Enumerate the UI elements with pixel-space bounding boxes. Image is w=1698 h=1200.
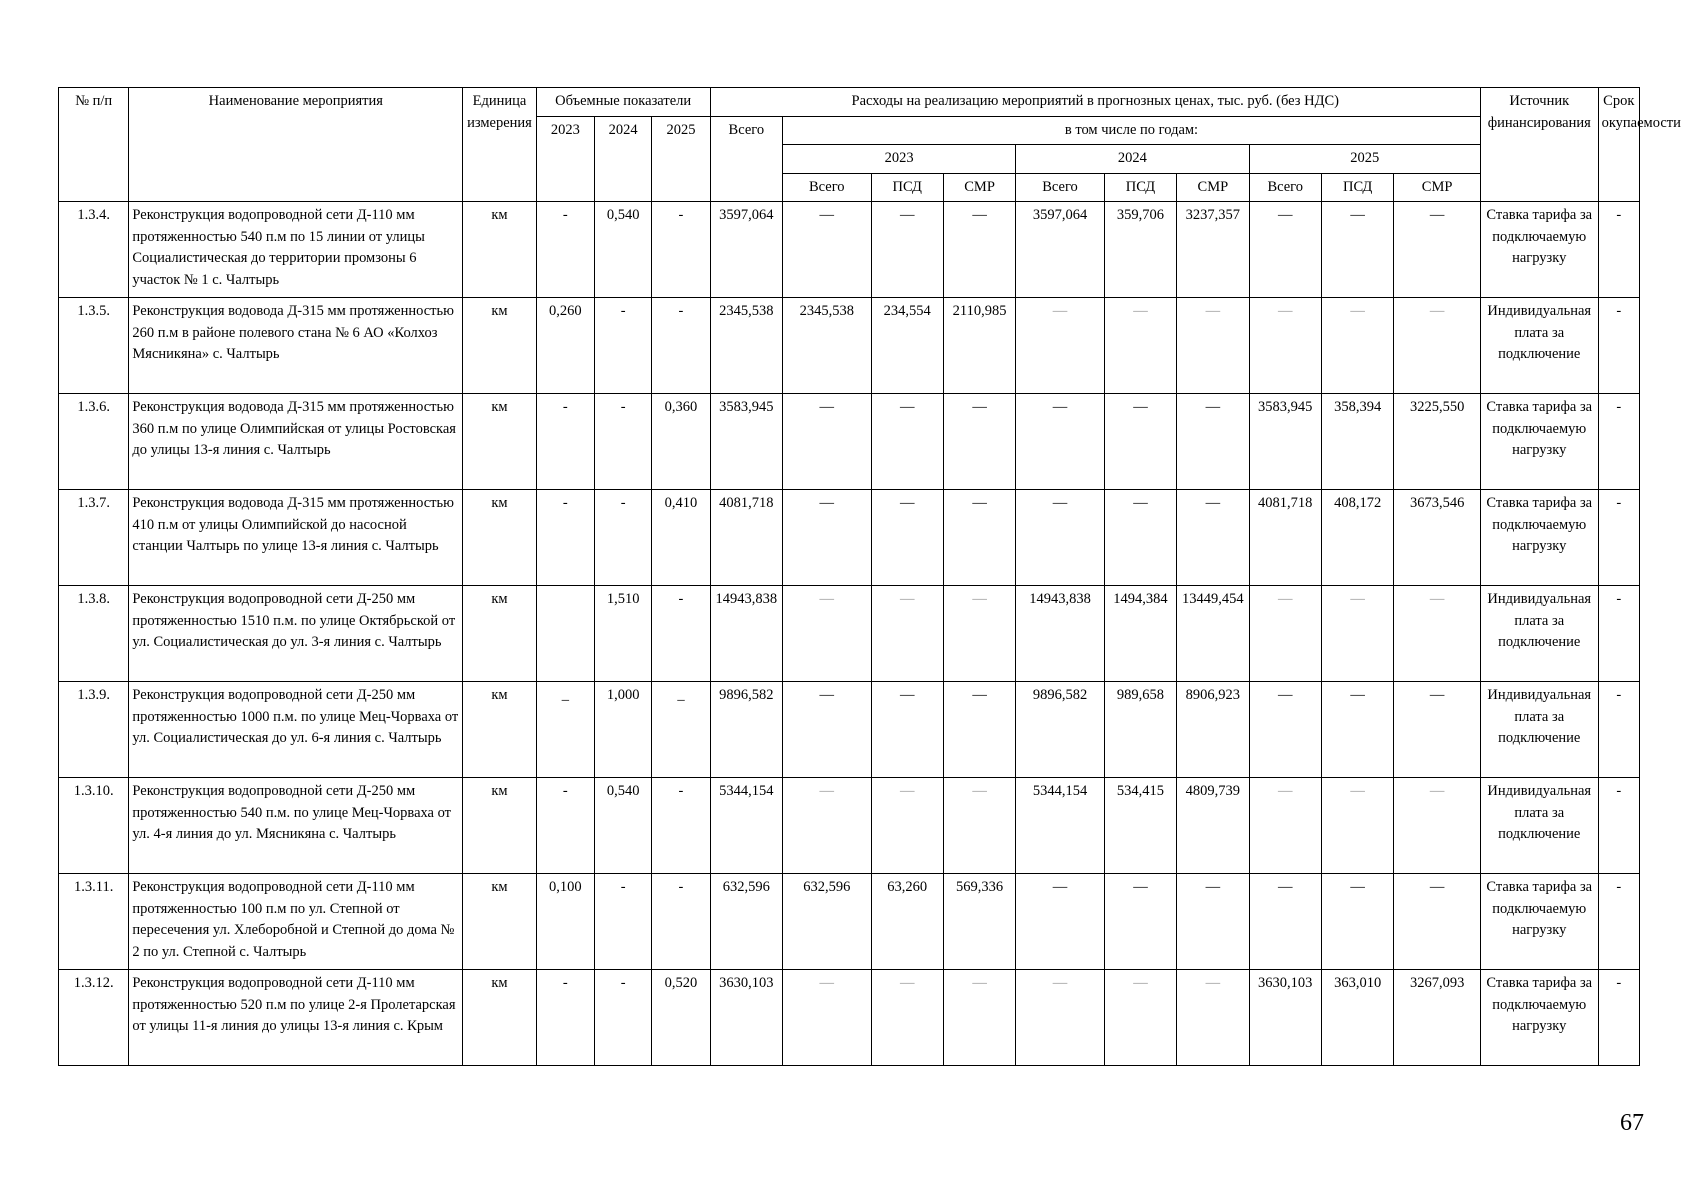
cost-y25-psd: — [1321, 874, 1393, 970]
cost-y25-smr: — [1394, 778, 1481, 874]
row-payback: - [1598, 874, 1639, 970]
cost-y23-total: — [783, 682, 871, 778]
cost-y23-psd: — [871, 778, 943, 874]
cost-y24-total: — [1016, 970, 1104, 1066]
cost-y23-total: — [783, 490, 871, 586]
cost-y25-psd: — [1321, 586, 1393, 682]
cost-y24-psd: 989,658 [1104, 682, 1176, 778]
cost-y25-psd: — [1321, 298, 1393, 394]
cost-y24-total: — [1016, 490, 1104, 586]
row-unit: км [463, 778, 536, 874]
header-sub-psd: ПСД [1104, 173, 1176, 202]
header-vol-2025: 2025 [652, 116, 710, 202]
row-total: 3597,064 [710, 202, 782, 298]
table-row [59, 778, 1640, 874]
header-source: Источник финансирования [1480, 88, 1598, 202]
cost-y24-smr: 4809,739 [1177, 778, 1249, 874]
row-number: 1.3.4. [59, 202, 129, 298]
cost-y25-psd: — [1321, 202, 1393, 298]
row-unit: км [463, 970, 536, 1066]
cost-y24-smr: 3237,357 [1177, 202, 1249, 298]
volume-2023: - [536, 970, 594, 1066]
row-unit: км [463, 874, 536, 970]
header-vol-2023: 2023 [536, 116, 594, 202]
cost-y24-total: — [1016, 394, 1104, 490]
volume-2025: - [652, 202, 710, 298]
row-number: 1.3.8. [59, 586, 129, 682]
row-name: Реконструкция водовода Д-315 мм протяженностью 260 п.м в районе полевого стана № 6 АО «Колхоз Мясникяна» с. Чалтырь [129, 298, 463, 394]
cost-y25-smr: 3267,093 [1394, 970, 1481, 1066]
table-row [59, 298, 1640, 394]
row-name: Реконструкция водопроводной сети Д-110 мм протяженностью 520 п.м по улице 2-я Пролетарская от улицы 11-я линия до улицы 13-я линия с. Крым [129, 970, 463, 1066]
cost-y23-total: — [783, 970, 871, 1066]
cost-y25-smr: — [1394, 682, 1481, 778]
table-row [59, 586, 1640, 682]
row-number: 1.3.9. [59, 682, 129, 778]
volume-2023: 0,100 [536, 874, 594, 970]
cost-y24-smr: — [1177, 298, 1249, 394]
row-payback: - [1598, 586, 1639, 682]
cost-y24-total: 5344,154 [1016, 778, 1104, 874]
table-row [59, 970, 1640, 1066]
row-total: 9896,582 [710, 682, 782, 778]
cost-y24-psd: 1494,384 [1104, 586, 1176, 682]
table-row [59, 202, 1640, 298]
row-total: 2345,538 [710, 298, 782, 394]
row-total: 4081,718 [710, 490, 782, 586]
row-payback: - [1598, 682, 1639, 778]
cost-y24-total: 14943,838 [1016, 586, 1104, 682]
cost-y24-total: 3597,064 [1016, 202, 1104, 298]
row-number: 1.3.12. [59, 970, 129, 1066]
row-payback: - [1598, 970, 1639, 1066]
volume-2024: 0,540 [594, 778, 651, 874]
volume-2024: 0,540 [594, 202, 651, 298]
cost-y25-total: — [1249, 682, 1321, 778]
table-body [59, 202, 1640, 1066]
cost-y24-smr: 8906,923 [1177, 682, 1249, 778]
header-year-2025: 2025 [1249, 145, 1480, 174]
row-unit: км [463, 394, 536, 490]
cost-y24-smr: 13449,454 [1177, 586, 1249, 682]
volume-2025: 0,520 [652, 970, 710, 1066]
row-total: 632,596 [710, 874, 782, 970]
volume-2025: - [652, 298, 710, 394]
volume-2024: - [594, 970, 651, 1066]
cost-y23-smr: 2110,985 [943, 298, 1015, 394]
cost-y23-total: — [783, 778, 871, 874]
cost-y23-smr: — [943, 682, 1015, 778]
row-name: Реконструкция водовода Д-315 мм протяженностью 360 п.м по улице Олимпийская от улицы Ростовская до улицы 13-я линия с. Чалтырь [129, 394, 463, 490]
row-payback: - [1598, 490, 1639, 586]
table-row [59, 874, 1640, 970]
volume-2024: 1,000 [594, 682, 651, 778]
cost-y23-total: — [783, 202, 871, 298]
cost-y25-psd: 363,010 [1321, 970, 1393, 1066]
volume-2025: 0,410 [652, 490, 710, 586]
cost-y24-total: — [1016, 298, 1104, 394]
header-sub-smr: СМР [1394, 173, 1481, 202]
row-payback: - [1598, 202, 1639, 298]
row-total: 14943,838 [710, 586, 782, 682]
header-total: Всего [710, 116, 782, 202]
cost-y24-psd: 534,415 [1104, 778, 1176, 874]
volume-2024: - [594, 298, 651, 394]
volume-2024: - [594, 394, 651, 490]
header-vol-2024: 2024 [594, 116, 651, 202]
cost-y23-smr: 569,336 [943, 874, 1015, 970]
volume-2025: _ [652, 682, 710, 778]
header-sub-total: Всего [1249, 173, 1321, 202]
table-row [59, 490, 1640, 586]
header-sub-total: Всего [783, 173, 871, 202]
volume-2025: - [652, 778, 710, 874]
cost-y25-total: 4081,718 [1249, 490, 1321, 586]
cost-y23-psd: — [871, 682, 943, 778]
cost-y25-psd: — [1321, 682, 1393, 778]
cost-y25-total: — [1249, 586, 1321, 682]
cost-y23-psd: — [871, 970, 943, 1066]
cost-y25-total: 3583,945 [1249, 394, 1321, 490]
cost-y23-psd: 63,260 [871, 874, 943, 970]
cost-y24-smr: — [1177, 874, 1249, 970]
row-source: Ставка тарифа за подключаемую нагрузку [1480, 874, 1598, 970]
row-source: Ставка тарифа за подключаемую нагрузку [1480, 202, 1598, 298]
row-number: 1.3.11. [59, 874, 129, 970]
cost-y25-total: 3630,103 [1249, 970, 1321, 1066]
row-payback: - [1598, 394, 1639, 490]
page-number: 67 [1620, 1110, 1644, 1136]
header-year-2024: 2024 [1016, 145, 1249, 174]
row-name: Реконструкция водопроводной сети Д-250 мм протяженностью 1510 п.м. по улице Октябрьской от ул. Социалистическая до ул. 3-я линия с. Чалтырь [129, 586, 463, 682]
row-source: Индивидуальная плата за подключение [1480, 778, 1598, 874]
cost-y25-total: — [1249, 874, 1321, 970]
row-number: 1.3.6. [59, 394, 129, 490]
row-number: 1.3.7. [59, 490, 129, 586]
cost-y25-smr: 3225,550 [1394, 394, 1481, 490]
header-num: № п/п [59, 88, 129, 202]
cost-y25-smr: — [1394, 874, 1481, 970]
row-unit: км [463, 202, 536, 298]
volume-2023 [536, 586, 594, 682]
row-payback: - [1598, 778, 1639, 874]
row-unit: км [463, 298, 536, 394]
cost-y24-psd: — [1104, 874, 1176, 970]
cost-y23-total: — [783, 394, 871, 490]
row-source: Ставка тарифа за подключаемую нагрузку [1480, 490, 1598, 586]
cost-y24-smr: — [1177, 394, 1249, 490]
row-total: 3630,103 [710, 970, 782, 1066]
cost-y23-psd: 234,554 [871, 298, 943, 394]
cost-y24-psd: — [1104, 298, 1176, 394]
header-sub-psd: ПСД [1321, 173, 1393, 202]
row-source: Ставка тарифа за подключаемую нагрузку [1480, 970, 1598, 1066]
volume-2024: - [594, 490, 651, 586]
row-source: Индивидуальная плата за подключение [1480, 586, 1598, 682]
row-name: Реконструкция водопроводной сети Д-250 мм протяженностью 1000 п.м. по улице Мец-Чорваха от ул. Социалистическая до ул. 6-я линия с. Чалтырь [129, 682, 463, 778]
volume-2024: 1,510 [594, 586, 651, 682]
volume-2023: - [536, 778, 594, 874]
row-unit: км [463, 490, 536, 586]
header-sub-smr: СМР [1177, 173, 1249, 202]
cost-y25-psd: 408,172 [1321, 490, 1393, 586]
row-source: Индивидуальная плата за подключение [1480, 682, 1598, 778]
table-row [59, 682, 1640, 778]
row-name: Реконструкция водопроводной сети Д-250 мм протяженностью 540 п.м. по улице Мец-Чорваха от ул. 4-я линия до ул. Мясникяна с. Чалтырь [129, 778, 463, 874]
volume-2025: 0,360 [652, 394, 710, 490]
volume-2023: - [536, 202, 594, 298]
row-total: 3583,945 [710, 394, 782, 490]
cost-y23-smr: — [943, 394, 1015, 490]
header-sub-total: Всего [1016, 173, 1104, 202]
cost-y23-smr: — [943, 490, 1015, 586]
cost-y24-smr: — [1177, 490, 1249, 586]
row-number: 1.3.5. [59, 298, 129, 394]
investment-table [58, 87, 1681, 1066]
header-year-2023: 2023 [783, 145, 1016, 174]
header-name: Наименование мероприятия [129, 88, 463, 202]
volume-2023: 0,260 [536, 298, 594, 394]
row-total: 5344,154 [710, 778, 782, 874]
volume-2025: - [652, 586, 710, 682]
row-unit: км [463, 586, 536, 682]
row-payback: - [1598, 298, 1639, 394]
cost-y25-total: — [1249, 778, 1321, 874]
cost-y25-smr: 3673,546 [1394, 490, 1481, 586]
cost-y23-total: 2345,538 [783, 298, 871, 394]
header-sub-smr: СМР [943, 173, 1015, 202]
cost-y23-total: — [783, 586, 871, 682]
cost-y23-smr: — [943, 970, 1015, 1066]
volume-2024: - [594, 874, 651, 970]
cost-y24-psd: — [1104, 394, 1176, 490]
cost-y25-smr: — [1394, 202, 1481, 298]
row-unit: км [463, 682, 536, 778]
cost-y24-psd: 359,706 [1104, 202, 1176, 298]
header-by-years: в том числе по годам: [783, 116, 1481, 145]
row-number: 1.3.10. [59, 778, 129, 874]
cost-y24-total: 9896,582 [1016, 682, 1104, 778]
cost-y23-smr: — [943, 586, 1015, 682]
header-payback: Срок окупаемости [1598, 88, 1639, 202]
header-costs: Расходы на реализацию мероприятий в прогнозных ценах, тыс. руб. (без НДС) [710, 88, 1480, 117]
cost-y24-smr: — [1177, 970, 1249, 1066]
header-sub-psd: ПСД [871, 173, 943, 202]
cost-y23-psd: — [871, 586, 943, 682]
cost-y24-psd: — [1104, 490, 1176, 586]
cost-y25-psd: — [1321, 778, 1393, 874]
table-row [59, 394, 1640, 490]
cost-y25-smr: — [1394, 298, 1481, 394]
volume-2025: - [652, 874, 710, 970]
header-volume: Объемные показатели [536, 88, 710, 117]
cost-y23-psd: — [871, 490, 943, 586]
cost-y25-total: — [1249, 298, 1321, 394]
volume-2023: - [536, 490, 594, 586]
cost-y23-smr: — [943, 778, 1015, 874]
cost-y23-smr: — [943, 202, 1015, 298]
cost-y25-smr: — [1394, 586, 1481, 682]
row-name: Реконструкция водопроводной сети Д-110 мм протяженностью 540 п.м по 15 линии от улицы Социалистическая до территории промзоны 6 участок № 1 с. Чалтырь [129, 202, 463, 298]
cost-y24-total: — [1016, 874, 1104, 970]
cost-y23-total: 632,596 [783, 874, 871, 970]
cost-y25-psd: 358,394 [1321, 394, 1393, 490]
volume-2023: - [536, 394, 594, 490]
header-unit: Единица измерения [463, 88, 536, 202]
cost-y23-psd: — [871, 394, 943, 490]
row-name: Реконструкция водовода Д-315 мм протяженностью 410 п.м от улицы Олимпийской до насосной станции Чалтырь по улице 13-я линия с. Чалтырь [129, 490, 463, 586]
cost-y23-psd: — [871, 202, 943, 298]
volume-2023: _ [536, 682, 594, 778]
row-source: Ставка тарифа за подключаемую нагрузку [1480, 394, 1598, 490]
cost-y24-psd: — [1104, 970, 1176, 1066]
cost-y25-total: — [1249, 202, 1321, 298]
row-source: Индивидуальная плата за подключение [1480, 298, 1598, 394]
row-name: Реконструкция водопроводной сети Д-110 мм протяженностью 100 п.м по ул. Степной от пересечения ул. Хлеборобной и Степной до дома № 2 по ул. Степной с. Чалтырь [129, 874, 463, 970]
